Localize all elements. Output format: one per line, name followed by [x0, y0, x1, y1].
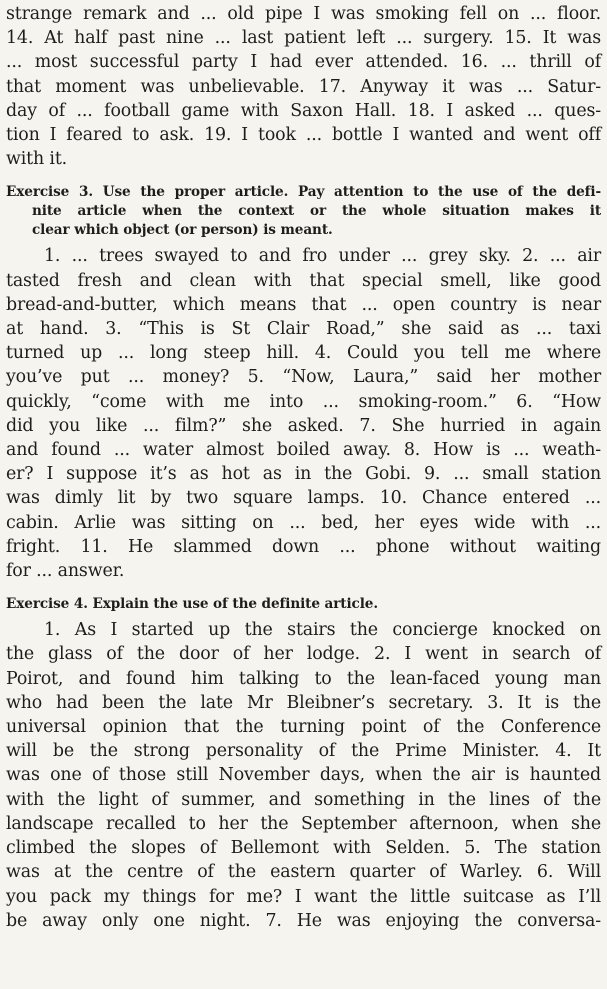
text-line: Poirot, and found him talking to the lean-faced young man	[6, 668, 601, 689]
text-line: quickly, “come with me into ... smoking-room.” 6. “How	[6, 391, 601, 412]
text-line: tion I feared to ask. 19. I took ... bottle I wanted and went off	[6, 125, 601, 146]
text-line: who had been the late Mr Bleibner’s secretary. 3. It is the	[6, 692, 601, 713]
text-line: 14. At half past nine ... last patient left ... surgery. 15. It was	[6, 28, 601, 49]
text-line: turned up ... long steep hill. 4. Could you tell me where	[6, 343, 601, 364]
text-line: strange remark and ... old pipe I was smoking fell on ... floor.	[6, 4, 601, 24]
text-line: and found ... water almost boiled away. 8. How is ... weath-	[6, 440, 601, 461]
heading-line: Exercise 3. Use the proper article. Pay attention to the use of the defi-	[6, 184, 601, 201]
text-line: day of ... football game with Saxon Hall. 18. I asked ... ques-	[6, 100, 601, 121]
heading-line: Exercise 4. Explain the use of the definite article.	[6, 596, 378, 613]
text-line: ... most successful party I had ever attended. 16. ... thrill of	[6, 52, 601, 73]
text-line: cabin. Arlie was sitting on ... bed, her eyes wide with ...	[6, 512, 601, 533]
text-line: will be the strong personality of the Prime Minister. 4. It	[6, 741, 601, 762]
text-line: climbed the slopes of Bellemont with Selden. 5. The station	[6, 838, 601, 859]
text-line: tasted fresh and clean with that special smell, like good	[6, 270, 601, 291]
text-line: did you like ... film?” she asked. 7. She hurried in again	[6, 415, 601, 436]
text-line: bread-and-butter, which means that ... open country is near	[6, 294, 601, 315]
text-line: 1. ... trees swayed to and fro under ... grey sky. 2. ... air	[44, 246, 601, 267]
exercise-2-continuation	[6, 2, 601, 171]
text-line: universal opinion that the turning point of the Conference	[6, 717, 601, 738]
text-line: at hand. 3. “This is St Clair Road,” she said as ... taxi	[6, 319, 601, 340]
text-line: be away only one night. 7. He was enjoying the conversa-	[6, 910, 601, 931]
text-line: that moment was unbelievable. 17. Anyway it was ... Satur-	[6, 76, 601, 97]
text-line: for ... answer.	[6, 561, 125, 582]
text-line: landscape recalled to her the September afternoon, when she	[6, 813, 601, 834]
text-line: was dimly lit by two square lamps. 10. Chance entered ...	[6, 488, 601, 509]
text-line: with it.	[6, 149, 68, 170]
text-line: was one of those still November days, when the air is haunted	[6, 765, 601, 786]
exercise-4-body	[6, 618, 601, 933]
text-line: the glass of the door of her lodge. 2. I went in search of	[6, 644, 601, 665]
text-line: er? I suppose it’s as hot as in the Gobi. 9. ... small station	[6, 464, 601, 485]
text-line: you’ve put ... money? 5. “Now, Laura,” said her mother	[6, 367, 601, 388]
exercise-3-heading	[6, 183, 601, 240]
exercise-3-body	[6, 244, 601, 583]
text-line: 1. As I started up the stairs the concierge knocked on	[44, 620, 601, 641]
heading-line: clear which object (or person) is meant.	[32, 222, 333, 239]
text-line: fright. 11. He slammed down ... phone without waiting	[6, 536, 601, 557]
text-line: you pack my things for me? I want the little suitcase as I’ll	[6, 886, 601, 907]
heading-line: nite article when the context or the whole situation makes it	[32, 203, 601, 220]
text-line: was at the centre of the eastern quarter of Warley. 6. Will	[6, 862, 601, 883]
text-line: with the light of summer, and something in the lines of the	[6, 789, 601, 810]
exercise-4-heading	[6, 595, 601, 614]
